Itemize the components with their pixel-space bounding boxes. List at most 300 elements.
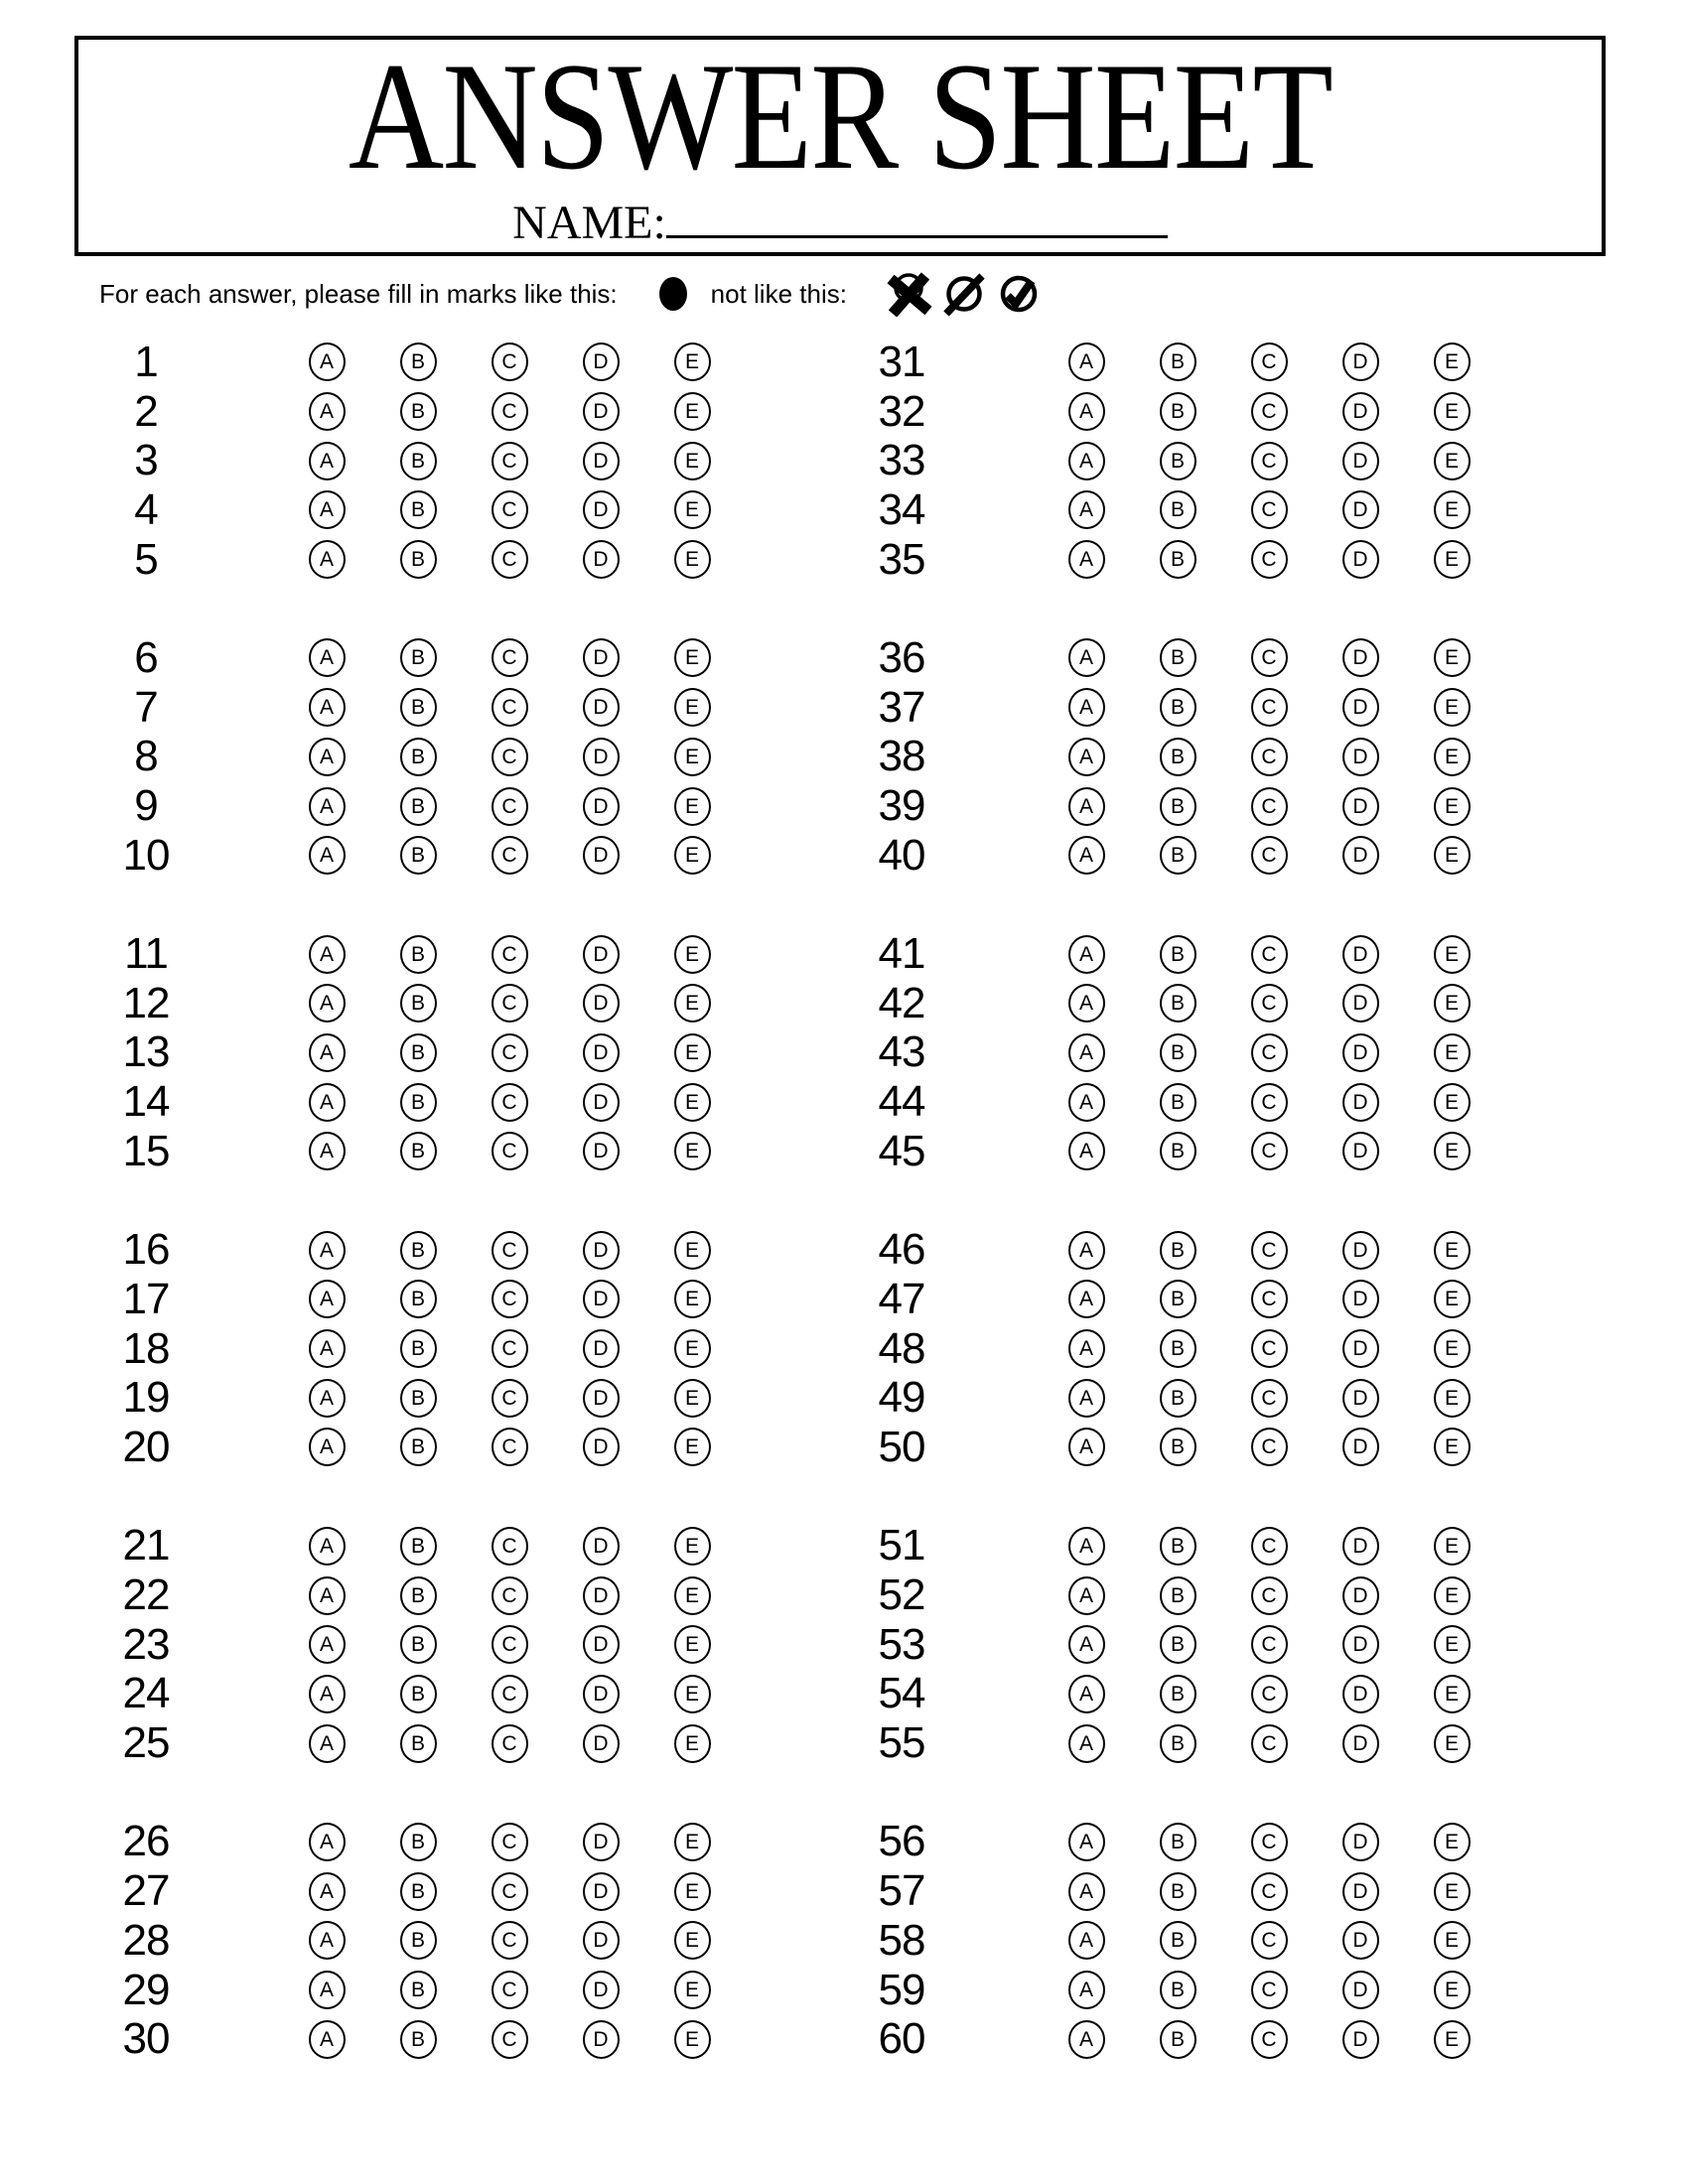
- bubble-7-D[interactable]: D: [583, 688, 620, 727]
- bubble-21-A[interactable]: A: [309, 1527, 346, 1566]
- bubble-7-A[interactable]: A: [309, 688, 346, 727]
- bubble-46-D[interactable]: D: [1342, 1231, 1379, 1270]
- bubble-43-A[interactable]: A: [1068, 1033, 1105, 1072]
- bubble-33-E[interactable]: E: [1434, 442, 1471, 480]
- bubble-59-B[interactable]: B: [1160, 1971, 1196, 2009]
- bubble-21-B[interactable]: B: [400, 1527, 437, 1566]
- bubble-7-B[interactable]: B: [400, 688, 437, 727]
- bubble-17-B[interactable]: B: [400, 1280, 437, 1318]
- bubble-49-E[interactable]: E: [1434, 1379, 1471, 1418]
- bubble-33-C[interactable]: C: [1251, 442, 1288, 480]
- bubble-14-C[interactable]: C: [492, 1083, 528, 1122]
- bubble-58-B[interactable]: B: [1160, 1921, 1196, 1960]
- bubble-2-D[interactable]: D: [583, 392, 620, 431]
- bubble-57-B[interactable]: B: [1160, 1872, 1196, 1911]
- bubble-9-E[interactable]: E: [674, 787, 711, 826]
- bubble-20-D[interactable]: D: [583, 1428, 620, 1466]
- bubble-36-D[interactable]: D: [1342, 638, 1379, 677]
- bubble-13-D[interactable]: D: [583, 1033, 620, 1072]
- bubble-6-A[interactable]: A: [309, 638, 346, 677]
- bubble-8-D[interactable]: D: [583, 738, 620, 776]
- bubble-14-D[interactable]: D: [583, 1083, 620, 1122]
- bubble-36-A[interactable]: A: [1068, 638, 1105, 677]
- bubble-38-A[interactable]: A: [1068, 738, 1105, 776]
- bubble-41-D[interactable]: D: [1342, 935, 1379, 974]
- bubble-16-B[interactable]: B: [400, 1231, 437, 1270]
- bubble-13-C[interactable]: C: [492, 1033, 528, 1072]
- bubble-44-C[interactable]: C: [1251, 1083, 1288, 1122]
- bubble-33-D[interactable]: D: [1342, 442, 1379, 480]
- bubble-30-D[interactable]: D: [583, 2020, 620, 2059]
- bubble-3-C[interactable]: C: [492, 442, 528, 480]
- bubble-54-C[interactable]: C: [1251, 1675, 1288, 1713]
- bubble-49-C[interactable]: C: [1251, 1379, 1288, 1418]
- bubble-4-D[interactable]: D: [583, 490, 620, 529]
- bubble-40-D[interactable]: D: [1342, 836, 1379, 875]
- bubble-15-C[interactable]: C: [492, 1132, 528, 1170]
- bubble-1-D[interactable]: D: [583, 342, 620, 381]
- bubble-53-A[interactable]: A: [1068, 1625, 1105, 1664]
- bubble-48-A[interactable]: A: [1068, 1329, 1105, 1368]
- bubble-4-E[interactable]: E: [674, 490, 711, 529]
- bubble-34-C[interactable]: C: [1251, 490, 1288, 529]
- bubble-11-E[interactable]: E: [674, 935, 711, 974]
- bubble-31-E[interactable]: E: [1434, 342, 1471, 381]
- bubble-25-B[interactable]: B: [400, 1724, 437, 1763]
- bubble-36-E[interactable]: E: [1434, 638, 1471, 677]
- bubble-47-C[interactable]: C: [1251, 1280, 1288, 1318]
- bubble-51-E[interactable]: E: [1434, 1527, 1471, 1566]
- bubble-33-B[interactable]: B: [1160, 442, 1196, 480]
- bubble-6-B[interactable]: B: [400, 638, 437, 677]
- bubble-6-C[interactable]: C: [492, 638, 528, 677]
- bubble-32-D[interactable]: D: [1342, 392, 1379, 431]
- bubble-30-E[interactable]: E: [674, 2020, 711, 2059]
- bubble-53-D[interactable]: D: [1342, 1625, 1379, 1664]
- bubble-14-E[interactable]: E: [674, 1083, 711, 1122]
- bubble-36-B[interactable]: B: [1160, 638, 1196, 677]
- bubble-12-B[interactable]: B: [400, 984, 437, 1023]
- bubble-6-E[interactable]: E: [674, 638, 711, 677]
- bubble-25-C[interactable]: C: [492, 1724, 528, 1763]
- bubble-31-B[interactable]: B: [1160, 342, 1196, 381]
- bubble-50-E[interactable]: E: [1434, 1428, 1471, 1466]
- bubble-27-C[interactable]: C: [492, 1872, 528, 1911]
- bubble-34-A[interactable]: A: [1068, 490, 1105, 529]
- bubble-18-E[interactable]: E: [674, 1329, 711, 1368]
- bubble-36-C[interactable]: C: [1251, 638, 1288, 677]
- bubble-9-A[interactable]: A: [309, 787, 346, 826]
- name-input-line[interactable]: [666, 202, 1168, 238]
- bubble-55-B[interactable]: B: [1160, 1724, 1196, 1763]
- bubble-13-A[interactable]: A: [309, 1033, 346, 1072]
- bubble-10-B[interactable]: B: [400, 836, 437, 875]
- bubble-52-B[interactable]: B: [1160, 1576, 1196, 1615]
- bubble-17-C[interactable]: C: [492, 1280, 528, 1318]
- bubble-59-D[interactable]: D: [1342, 1971, 1379, 2009]
- bubble-23-A[interactable]: A: [309, 1625, 346, 1664]
- bubble-43-B[interactable]: B: [1160, 1033, 1196, 1072]
- bubble-53-C[interactable]: C: [1251, 1625, 1288, 1664]
- bubble-14-A[interactable]: A: [309, 1083, 346, 1122]
- bubble-56-D[interactable]: D: [1342, 1823, 1379, 1861]
- bubble-26-C[interactable]: C: [492, 1823, 528, 1861]
- bubble-16-C[interactable]: C: [492, 1231, 528, 1270]
- bubble-5-D[interactable]: D: [583, 540, 620, 579]
- bubble-50-B[interactable]: B: [1160, 1428, 1196, 1466]
- bubble-31-A[interactable]: A: [1068, 342, 1105, 381]
- bubble-29-A[interactable]: A: [309, 1971, 346, 2009]
- bubble-22-E[interactable]: E: [674, 1576, 711, 1615]
- bubble-35-E[interactable]: E: [1434, 540, 1471, 579]
- bubble-41-B[interactable]: B: [1160, 935, 1196, 974]
- bubble-43-E[interactable]: E: [1434, 1033, 1471, 1072]
- bubble-1-B[interactable]: B: [400, 342, 437, 381]
- bubble-2-A[interactable]: A: [309, 392, 346, 431]
- bubble-24-C[interactable]: C: [492, 1675, 528, 1713]
- bubble-20-E[interactable]: E: [674, 1428, 711, 1466]
- bubble-38-B[interactable]: B: [1160, 738, 1196, 776]
- bubble-31-D[interactable]: D: [1342, 342, 1379, 381]
- bubble-24-B[interactable]: B: [400, 1675, 437, 1713]
- bubble-21-C[interactable]: C: [492, 1527, 528, 1566]
- bubble-27-A[interactable]: A: [309, 1872, 346, 1911]
- bubble-9-C[interactable]: C: [492, 787, 528, 826]
- bubble-53-B[interactable]: B: [1160, 1625, 1196, 1664]
- bubble-16-D[interactable]: D: [583, 1231, 620, 1270]
- bubble-8-E[interactable]: E: [674, 738, 711, 776]
- bubble-58-C[interactable]: C: [1251, 1921, 1288, 1960]
- bubble-45-C[interactable]: C: [1251, 1132, 1288, 1170]
- bubble-26-E[interactable]: E: [674, 1823, 711, 1861]
- bubble-55-C[interactable]: C: [1251, 1724, 1288, 1763]
- bubble-19-C[interactable]: C: [492, 1379, 528, 1418]
- bubble-57-D[interactable]: D: [1342, 1872, 1379, 1911]
- bubble-47-A[interactable]: A: [1068, 1280, 1105, 1318]
- bubble-5-B[interactable]: B: [400, 540, 437, 579]
- bubble-10-A[interactable]: A: [309, 836, 346, 875]
- bubble-39-B[interactable]: B: [1160, 787, 1196, 826]
- bubble-2-E[interactable]: E: [674, 392, 711, 431]
- bubble-30-B[interactable]: B: [400, 2020, 437, 2059]
- bubble-7-E[interactable]: E: [674, 688, 711, 727]
- bubble-46-E[interactable]: E: [1434, 1231, 1471, 1270]
- bubble-8-B[interactable]: B: [400, 738, 437, 776]
- bubble-25-E[interactable]: E: [674, 1724, 711, 1763]
- bubble-5-C[interactable]: C: [492, 540, 528, 579]
- bubble-48-B[interactable]: B: [1160, 1329, 1196, 1368]
- bubble-57-E[interactable]: E: [1434, 1872, 1471, 1911]
- bubble-9-B[interactable]: B: [400, 787, 437, 826]
- bubble-35-A[interactable]: A: [1068, 540, 1105, 579]
- bubble-58-A[interactable]: A: [1068, 1921, 1105, 1960]
- bubble-22-A[interactable]: A: [309, 1576, 346, 1615]
- bubble-51-D[interactable]: D: [1342, 1527, 1379, 1566]
- bubble-32-C[interactable]: C: [1251, 392, 1288, 431]
- bubble-24-D[interactable]: D: [583, 1675, 620, 1713]
- bubble-26-B[interactable]: B: [400, 1823, 437, 1861]
- bubble-3-B[interactable]: B: [400, 442, 437, 480]
- bubble-19-B[interactable]: B: [400, 1379, 437, 1418]
- bubble-49-D[interactable]: D: [1342, 1379, 1379, 1418]
- bubble-54-E[interactable]: E: [1434, 1675, 1471, 1713]
- bubble-7-C[interactable]: C: [492, 688, 528, 727]
- bubble-3-E[interactable]: E: [674, 442, 711, 480]
- bubble-27-B[interactable]: B: [400, 1872, 437, 1911]
- bubble-40-A[interactable]: A: [1068, 836, 1105, 875]
- bubble-27-D[interactable]: D: [583, 1872, 620, 1911]
- bubble-10-D[interactable]: D: [583, 836, 620, 875]
- bubble-50-C[interactable]: C: [1251, 1428, 1288, 1466]
- bubble-26-A[interactable]: A: [309, 1823, 346, 1861]
- bubble-59-A[interactable]: A: [1068, 1971, 1105, 2009]
- bubble-56-E[interactable]: E: [1434, 1823, 1471, 1861]
- bubble-50-D[interactable]: D: [1342, 1428, 1379, 1466]
- bubble-10-C[interactable]: C: [492, 836, 528, 875]
- bubble-12-A[interactable]: A: [309, 984, 346, 1023]
- bubble-23-B[interactable]: B: [400, 1625, 437, 1664]
- bubble-30-A[interactable]: A: [309, 2020, 346, 2059]
- bubble-19-E[interactable]: E: [674, 1379, 711, 1418]
- bubble-37-B[interactable]: B: [1160, 688, 1196, 727]
- bubble-56-C[interactable]: C: [1251, 1823, 1288, 1861]
- bubble-42-D[interactable]: D: [1342, 984, 1379, 1023]
- bubble-32-E[interactable]: E: [1434, 392, 1471, 431]
- bubble-26-D[interactable]: D: [583, 1823, 620, 1861]
- bubble-51-C[interactable]: C: [1251, 1527, 1288, 1566]
- bubble-37-C[interactable]: C: [1251, 688, 1288, 727]
- bubble-31-C[interactable]: C: [1251, 342, 1288, 381]
- bubble-60-E[interactable]: E: [1434, 2020, 1471, 2059]
- bubble-11-C[interactable]: C: [492, 935, 528, 974]
- bubble-16-A[interactable]: A: [309, 1231, 346, 1270]
- bubble-19-A[interactable]: A: [309, 1379, 346, 1418]
- bubble-15-B[interactable]: B: [400, 1132, 437, 1170]
- bubble-1-C[interactable]: C: [492, 342, 528, 381]
- bubble-42-A[interactable]: A: [1068, 984, 1105, 1023]
- bubble-18-D[interactable]: D: [583, 1329, 620, 1368]
- bubble-57-A[interactable]: A: [1068, 1872, 1105, 1911]
- bubble-25-D[interactable]: D: [583, 1724, 620, 1763]
- bubble-37-D[interactable]: D: [1342, 688, 1379, 727]
- bubble-20-C[interactable]: C: [492, 1428, 528, 1466]
- bubble-41-E[interactable]: E: [1434, 935, 1471, 974]
- bubble-32-B[interactable]: B: [1160, 392, 1196, 431]
- bubble-56-B[interactable]: B: [1160, 1823, 1196, 1861]
- bubble-58-E[interactable]: E: [1434, 1921, 1471, 1960]
- bubble-24-E[interactable]: E: [674, 1675, 711, 1713]
- bubble-55-D[interactable]: D: [1342, 1724, 1379, 1763]
- bubble-23-E[interactable]: E: [674, 1625, 711, 1664]
- bubble-28-E[interactable]: E: [674, 1921, 711, 1960]
- bubble-53-E[interactable]: E: [1434, 1625, 1471, 1664]
- bubble-5-A[interactable]: A: [309, 540, 346, 579]
- bubble-28-B[interactable]: B: [400, 1921, 437, 1960]
- bubble-39-D[interactable]: D: [1342, 787, 1379, 826]
- bubble-29-E[interactable]: E: [674, 1971, 711, 2009]
- bubble-15-E[interactable]: E: [674, 1132, 711, 1170]
- bubble-55-E[interactable]: E: [1434, 1724, 1471, 1763]
- bubble-60-C[interactable]: C: [1251, 2020, 1288, 2059]
- bubble-51-A[interactable]: A: [1068, 1527, 1105, 1566]
- bubble-2-B[interactable]: B: [400, 392, 437, 431]
- bubble-28-D[interactable]: D: [583, 1921, 620, 1960]
- bubble-22-D[interactable]: D: [583, 1576, 620, 1615]
- bubble-2-C[interactable]: C: [492, 392, 528, 431]
- bubble-38-E[interactable]: E: [1434, 738, 1471, 776]
- bubble-29-C[interactable]: C: [492, 1971, 528, 2009]
- bubble-30-C[interactable]: C: [492, 2020, 528, 2059]
- bubble-20-A[interactable]: A: [309, 1428, 346, 1466]
- bubble-39-A[interactable]: A: [1068, 787, 1105, 826]
- bubble-52-D[interactable]: D: [1342, 1576, 1379, 1615]
- bubble-51-B[interactable]: B: [1160, 1527, 1196, 1566]
- bubble-1-E[interactable]: E: [674, 342, 711, 381]
- bubble-15-D[interactable]: D: [583, 1132, 620, 1170]
- bubble-32-A[interactable]: A: [1068, 392, 1105, 431]
- bubble-37-A[interactable]: A: [1068, 688, 1105, 727]
- bubble-52-C[interactable]: C: [1251, 1576, 1288, 1615]
- bubble-58-D[interactable]: D: [1342, 1921, 1379, 1960]
- bubble-42-B[interactable]: B: [1160, 984, 1196, 1023]
- bubble-54-A[interactable]: A: [1068, 1675, 1105, 1713]
- bubble-59-E[interactable]: E: [1434, 1971, 1471, 2009]
- bubble-54-D[interactable]: D: [1342, 1675, 1379, 1713]
- bubble-3-D[interactable]: D: [583, 442, 620, 480]
- bubble-37-E[interactable]: E: [1434, 688, 1471, 727]
- bubble-43-C[interactable]: C: [1251, 1033, 1288, 1072]
- bubble-45-E[interactable]: E: [1434, 1132, 1471, 1170]
- bubble-48-D[interactable]: D: [1342, 1329, 1379, 1368]
- bubble-52-A[interactable]: A: [1068, 1576, 1105, 1615]
- bubble-47-D[interactable]: D: [1342, 1280, 1379, 1318]
- bubble-20-B[interactable]: B: [400, 1428, 437, 1466]
- bubble-57-C[interactable]: C: [1251, 1872, 1288, 1911]
- bubble-34-B[interactable]: B: [1160, 490, 1196, 529]
- bubble-29-B[interactable]: B: [400, 1971, 437, 2009]
- bubble-39-E[interactable]: E: [1434, 787, 1471, 826]
- bubble-44-D[interactable]: D: [1342, 1083, 1379, 1122]
- bubble-44-B[interactable]: B: [1160, 1083, 1196, 1122]
- bubble-19-D[interactable]: D: [583, 1379, 620, 1418]
- bubble-4-C[interactable]: C: [492, 490, 528, 529]
- bubble-4-A[interactable]: A: [309, 490, 346, 529]
- bubble-47-B[interactable]: B: [1160, 1280, 1196, 1318]
- bubble-41-A[interactable]: A: [1068, 935, 1105, 974]
- bubble-4-B[interactable]: B: [400, 490, 437, 529]
- bubble-34-D[interactable]: D: [1342, 490, 1379, 529]
- bubble-25-A[interactable]: A: [309, 1724, 346, 1763]
- bubble-47-E[interactable]: E: [1434, 1280, 1471, 1318]
- bubble-27-E[interactable]: E: [674, 1872, 711, 1911]
- bubble-9-D[interactable]: D: [583, 787, 620, 826]
- bubble-49-B[interactable]: B: [1160, 1379, 1196, 1418]
- bubble-40-E[interactable]: E: [1434, 836, 1471, 875]
- bubble-24-A[interactable]: A: [309, 1675, 346, 1713]
- bubble-45-A[interactable]: A: [1068, 1132, 1105, 1170]
- bubble-21-E[interactable]: E: [674, 1527, 711, 1566]
- bubble-6-D[interactable]: D: [583, 638, 620, 677]
- bubble-56-A[interactable]: A: [1068, 1823, 1105, 1861]
- bubble-8-A[interactable]: A: [309, 738, 346, 776]
- bubble-40-B[interactable]: B: [1160, 836, 1196, 875]
- bubble-28-A[interactable]: A: [309, 1921, 346, 1960]
- bubble-18-A[interactable]: A: [309, 1329, 346, 1368]
- bubble-46-B[interactable]: B: [1160, 1231, 1196, 1270]
- bubble-16-E[interactable]: E: [674, 1231, 711, 1270]
- bubble-12-D[interactable]: D: [583, 984, 620, 1023]
- bubble-33-A[interactable]: A: [1068, 442, 1105, 480]
- bubble-50-A[interactable]: A: [1068, 1428, 1105, 1466]
- bubble-11-A[interactable]: A: [309, 935, 346, 974]
- bubble-12-E[interactable]: E: [674, 984, 711, 1023]
- bubble-55-A[interactable]: A: [1068, 1724, 1105, 1763]
- bubble-59-C[interactable]: C: [1251, 1971, 1288, 2009]
- bubble-35-B[interactable]: B: [1160, 540, 1196, 579]
- bubble-22-B[interactable]: B: [400, 1576, 437, 1615]
- bubble-23-C[interactable]: C: [492, 1625, 528, 1664]
- bubble-21-D[interactable]: D: [583, 1527, 620, 1566]
- bubble-17-E[interactable]: E: [674, 1280, 711, 1318]
- bubble-60-A[interactable]: A: [1068, 2020, 1105, 2059]
- bubble-17-D[interactable]: D: [583, 1280, 620, 1318]
- bubble-52-E[interactable]: E: [1434, 1576, 1471, 1615]
- bubble-46-C[interactable]: C: [1251, 1231, 1288, 1270]
- bubble-12-C[interactable]: C: [492, 984, 528, 1023]
- bubble-1-A[interactable]: A: [309, 342, 346, 381]
- bubble-13-B[interactable]: B: [400, 1033, 437, 1072]
- bubble-48-C[interactable]: C: [1251, 1329, 1288, 1368]
- bubble-42-C[interactable]: C: [1251, 984, 1288, 1023]
- bubble-60-B[interactable]: B: [1160, 2020, 1196, 2059]
- bubble-18-B[interactable]: B: [400, 1329, 437, 1368]
- bubble-29-D[interactable]: D: [583, 1971, 620, 2009]
- bubble-54-B[interactable]: B: [1160, 1675, 1196, 1713]
- bubble-42-E[interactable]: E: [1434, 984, 1471, 1023]
- bubble-11-B[interactable]: B: [400, 935, 437, 974]
- bubble-48-E[interactable]: E: [1434, 1329, 1471, 1368]
- bubble-3-A[interactable]: A: [309, 442, 346, 480]
- bubble-39-C[interactable]: C: [1251, 787, 1288, 826]
- bubble-14-B[interactable]: B: [400, 1083, 437, 1122]
- bubble-60-D[interactable]: D: [1342, 2020, 1379, 2059]
- bubble-38-C[interactable]: C: [1251, 738, 1288, 776]
- bubble-13-E[interactable]: E: [674, 1033, 711, 1072]
- bubble-28-C[interactable]: C: [492, 1921, 528, 1960]
- bubble-41-C[interactable]: C: [1251, 935, 1288, 974]
- bubble-5-E[interactable]: E: [674, 540, 711, 579]
- bubble-45-B[interactable]: B: [1160, 1132, 1196, 1170]
- bubble-43-D[interactable]: D: [1342, 1033, 1379, 1072]
- bubble-35-D[interactable]: D: [1342, 540, 1379, 579]
- bubble-18-C[interactable]: C: [492, 1329, 528, 1368]
- bubble-35-C[interactable]: C: [1251, 540, 1288, 579]
- bubble-45-D[interactable]: D: [1342, 1132, 1379, 1170]
- bubble-23-D[interactable]: D: [583, 1625, 620, 1664]
- bubble-44-E[interactable]: E: [1434, 1083, 1471, 1122]
- bubble-46-A[interactable]: A: [1068, 1231, 1105, 1270]
- bubble-49-A[interactable]: A: [1068, 1379, 1105, 1418]
- bubble-44-A[interactable]: A: [1068, 1083, 1105, 1122]
- bubble-8-C[interactable]: C: [492, 738, 528, 776]
- bubble-34-E[interactable]: E: [1434, 490, 1471, 529]
- bubble-40-C[interactable]: C: [1251, 836, 1288, 875]
- bubble-38-D[interactable]: D: [1342, 738, 1379, 776]
- bubble-17-A[interactable]: A: [309, 1280, 346, 1318]
- bubble-11-D[interactable]: D: [583, 935, 620, 974]
- bubble-22-C[interactable]: C: [492, 1576, 528, 1615]
- bubble-15-A[interactable]: A: [309, 1132, 346, 1170]
